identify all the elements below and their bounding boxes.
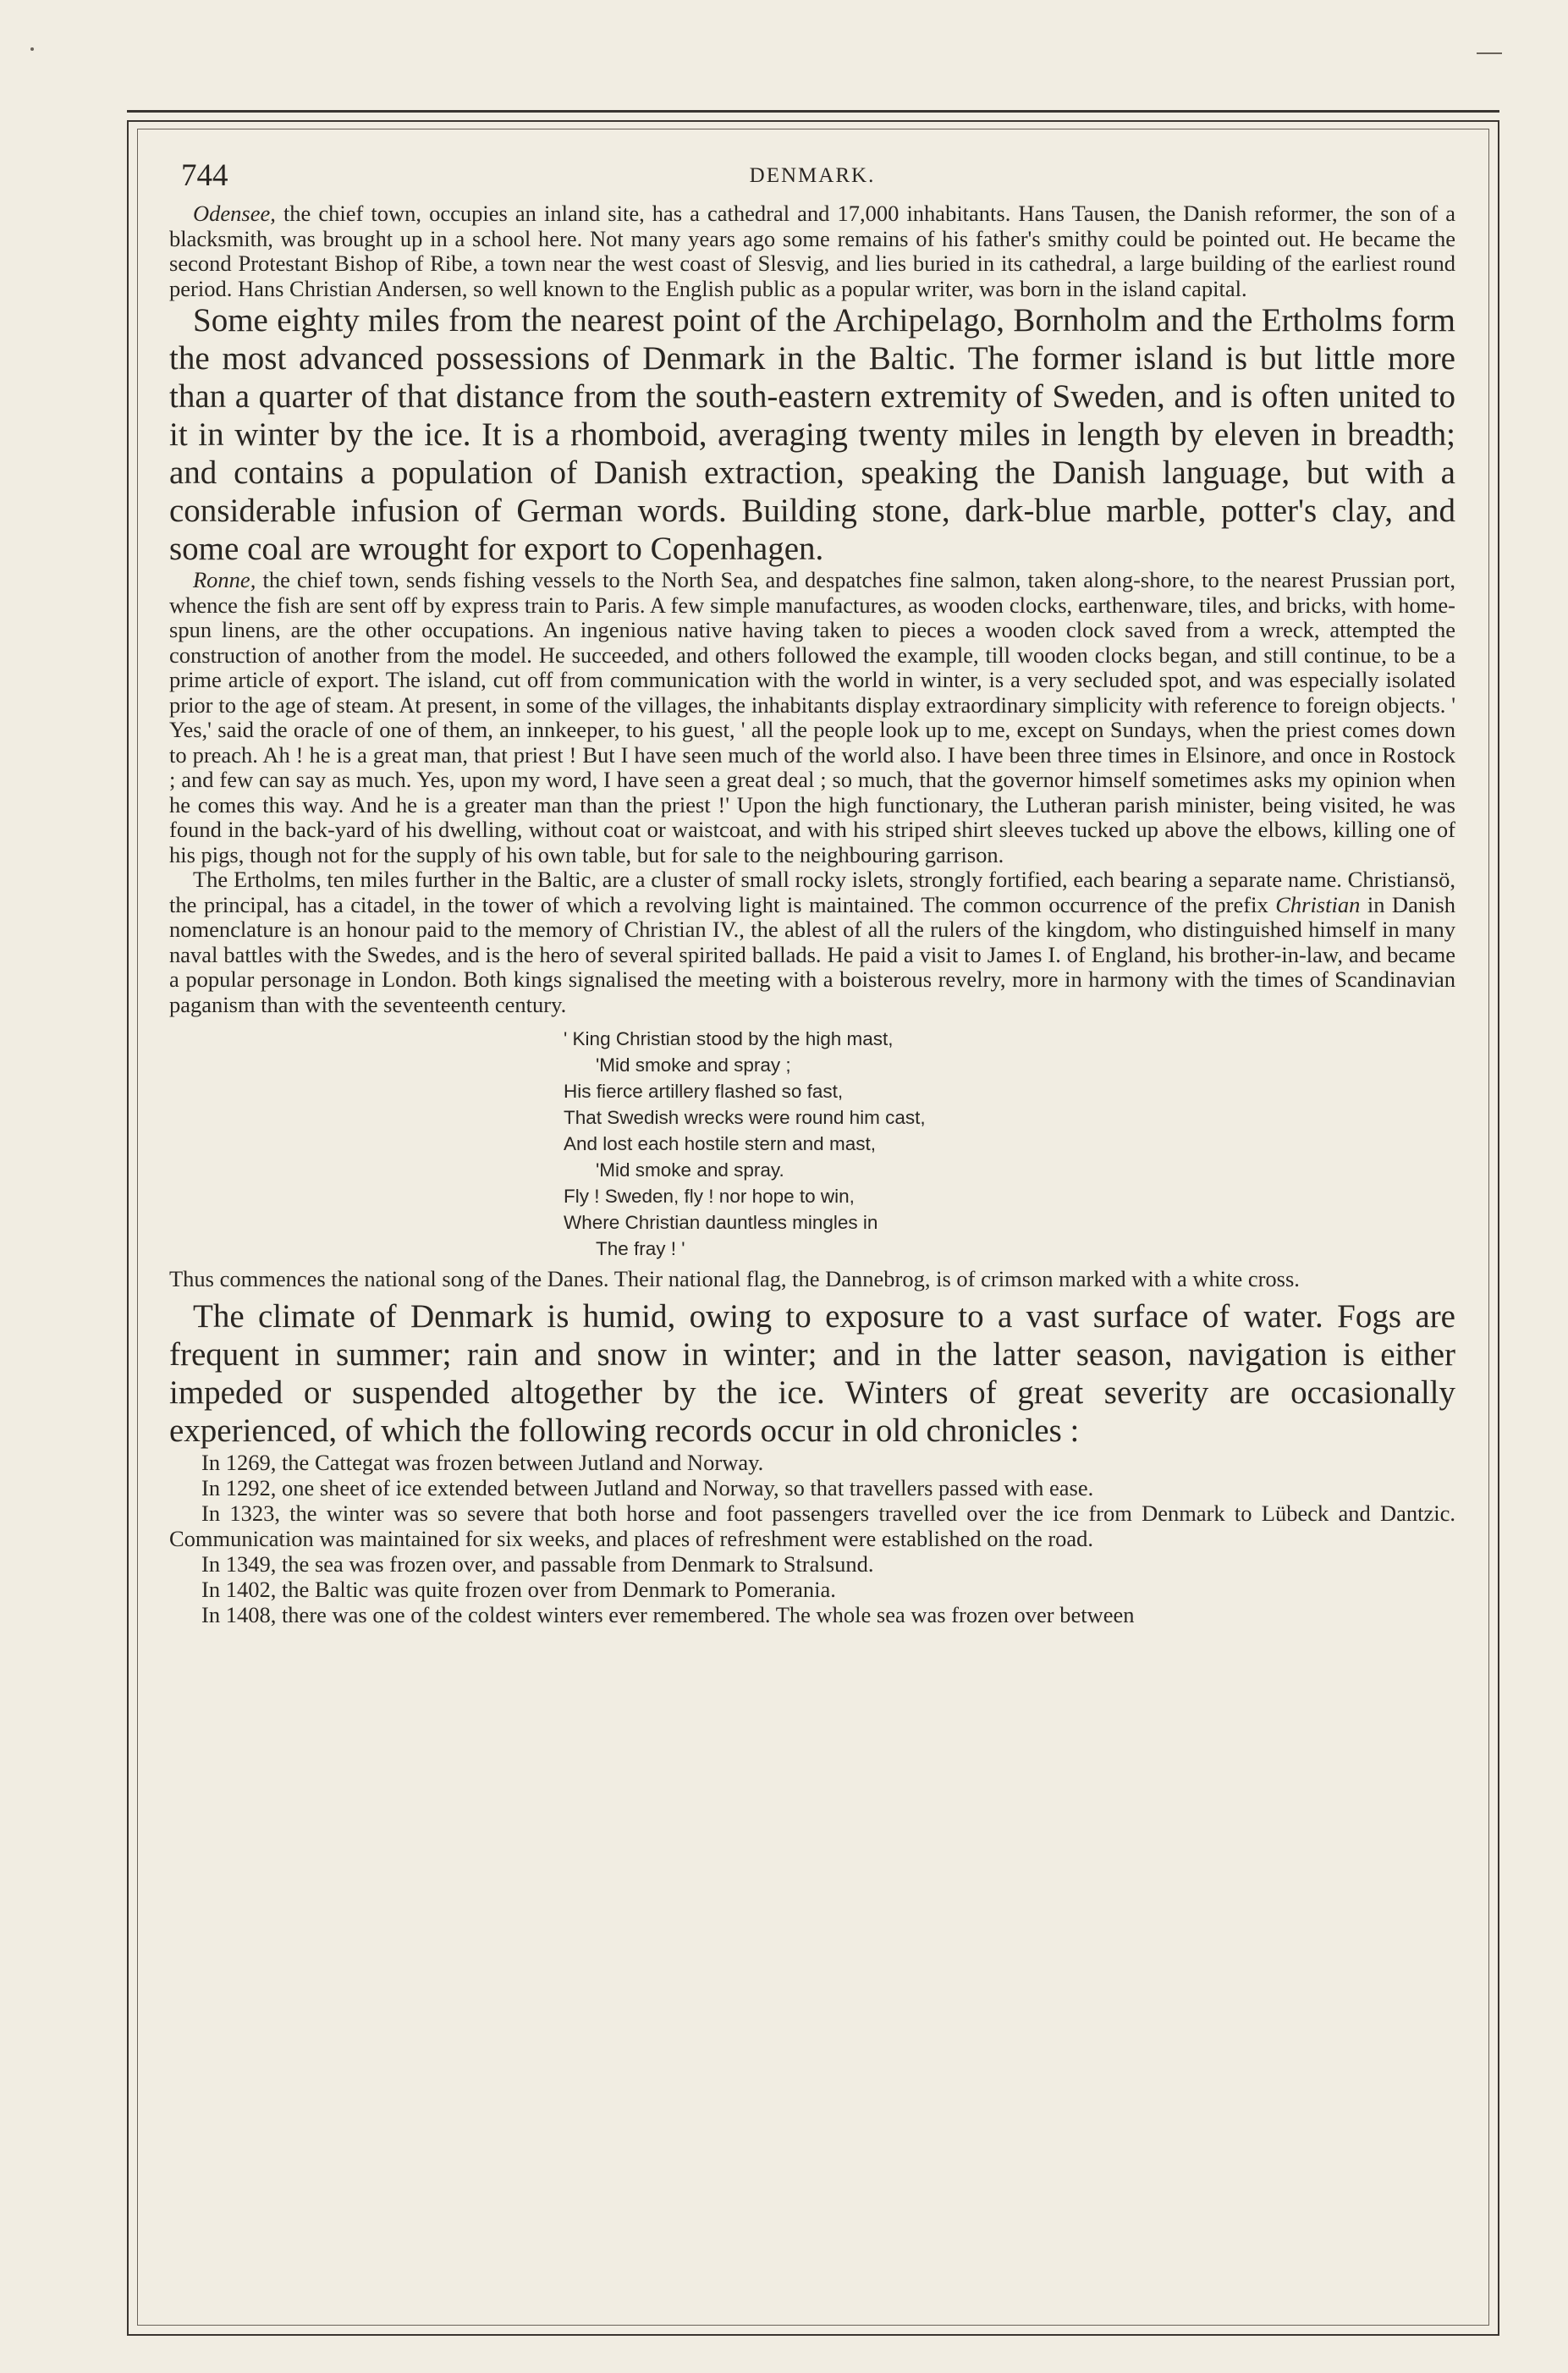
page-number: 744 <box>181 158 228 193</box>
page-content <box>169 152 1455 1627</box>
place-name-odensee: Odensee, <box>193 201 276 226</box>
record-1292: In 1292, one sheet of ice extended between Jutland and Norway, so that travellers passed with ease. <box>201 1474 1094 1500</box>
prefix-christian: Christian <box>1275 891 1361 917</box>
paragraph-bornholm: Some eighty miles from the nearest point of the Archipelago, Bornholm and the Ertholms form the most advanced possessions of Denmark in the Baltic. The former island is but little more than a quarter of that distance from the south-eastern extremity of Sweden, and is often united to it in winter by the ice. It is a rhomboid, averaging twenty miles in length by eleven in breadth; and contains a population of Danish extraction, speaking the Danish language, but with a considerable infusion of German words. Building stone, dark-blue marble, potter's clay, and some coal are wrought for export to Copenhagen. <box>169 302 1455 567</box>
poem-line: That Swedish wrecks were round him cast, <box>564 1107 926 1128</box>
paragraph-ronne-text: the chief town, sends fishing vessels to the North Sea, and despatches fine salmon, taken along-shore, to the nearest Prussian port, whence the fish are sent off by express train to Paris. A few simple manufactures, as wooden clocks, earthenware, tiles, and bricks, with home-spun linens, are the other occupations. An ingenious native having taken to pieces a wooden clock saved from a wreck, attempted the construction of another from the model. He succeeded, and others followed the example, till wooden clocks began, and still continue, to be a prime article of export. The island, cut off from communication with the world in winter, is a very secluded spot, and was especially isolated prior to the age of steam. At present, in some of the villages, the inhabitants display extraordinary simplicity with reference to foreign objects. ' Yes,' said the oracle of one of them, an innkeeper, to his guest, ' all the people look up to me, except on Sundays, when the priest comes down to preach. Ah ! he is a great man, that priest ! But I have seen much of the world also. I have been three times in Elsinore, and once in Rostock ; and few can say as much. Yes, upon my word, I have seen a great deal ; so much, that the governor himself sometimes asks my opinion when he comes this way. And he is a greater man than the priest !' Upon the high functionary, the Lutheran parish minister, being visited, he was found in the back-yard of his dwelling, without coat or waistcoat, and with his striped shirt sleeves tucked up above the elbows, killing one of his pigs, though not for the supply of his own table, but for sale to the neighbouring garrison. <box>169 567 1455 867</box>
place-name-ronne: Ronne, <box>193 567 256 592</box>
running-head: DENMARK. <box>749 164 876 187</box>
paragraph-ertholms-text-a: The Ertholms, ten miles further in the Baltic, are a cluster of small rocky islets, strongly fortified, each bearing a separate name. Christiansö, the principal, has a citadel, in the tower of which a revolving light is maintained. The common occurrence of the prefix <box>169 867 1455 917</box>
poem-king-christian <box>564 1026 1455 1262</box>
top-rule <box>127 110 1499 113</box>
poem-line: His fierce artillery flashed so fast, <box>564 1081 844 1102</box>
record-1408: In 1408, there was one of the coldest winters ever remembered. The whole sea was frozen over between <box>201 1601 1135 1627</box>
paragraph-ronne <box>169 568 1455 867</box>
paragraph-odensee-text: the chief town, occupies an inland site, has a cathedral and 17,000 inhabitants. Hans Tausen, the Danish reformer, the son of a blacksmith, was brought up in a school here. Not many years ago some remains of his father's smithy could be pointed out. He became the second Protestant Bishop of Ribe, a town near the west coast of Slesvig, and lies buried in its cathedral, a large building of the earliest round period. Hans Christian Andersen, so well known to the English public as a popular writer, was born in the island capital. <box>169 201 1455 301</box>
record-1349: In 1349, the sea was frozen over, and passable from Denmark to Stralsund. <box>201 1550 874 1577</box>
poem-line: And lost each hostile stern and mast, <box>564 1133 876 1154</box>
paragraph-odensee <box>169 201 1455 301</box>
poem-line: Where Christian dauntless mingles in <box>564 1212 878 1233</box>
poem-line: 'Mid smoke and spray ; <box>596 1054 791 1076</box>
paragraph-national-song: Thus commences the national song of the Danes. Their national flag, the Dannebrog, is of crimson marked with a white cross. <box>169 1266 1300 1291</box>
record-1402: In 1402, the Baltic was quite frozen over from Denmark to Pomerania. <box>201 1576 836 1602</box>
corner-rule <box>1477 52 1502 54</box>
record-1323: In 1323, the winter was so severe that both horse and foot passengers travelled over the ice from Denmark to Lübeck and Dantzic. Communication was maintained for six weeks, and places of refreshment were established on the road. <box>169 1500 1455 1551</box>
poem-line: 'Mid smoke and spray. <box>596 1159 784 1181</box>
poem-line: Fly ! Sweden, fly ! nor hope to win, <box>564 1186 855 1207</box>
paragraph-ertholms <box>169 867 1455 1017</box>
poem-line: The fray ! ' <box>596 1238 685 1259</box>
poem-line: ' King Christian stood by the high mast, <box>564 1028 894 1049</box>
record-1269: In 1269, the Cattegat was frozen between Jutland and Norway. <box>201 1449 764 1475</box>
paragraph-climate: The climate of Denmark is humid, owing to exposure to a vast surface of water. Fogs are frequent in summer; rain and snow in winter; and in the latter season, navigation is either impeded or suspended altogether by the ice. Winters of great severity are occasionally experienced, of which the following records occur in old chronicles : <box>169 1297 1455 1449</box>
paragraph-ertholms-text-b: in Danish nomenclature is an honour paid to the memory of Christian IV., the ablest of all the rulers of the kingdom, who distinguished himself in many naval battles with the Swedes, and is the hero of several spirited ballads. He paid a visit to James I. of England, his brother-in-law, and became a popular personage in London. Both kings signalised the meeting with a boisterous revelry, more in harmony with the times of Scandinavian paganism than with the seventeenth century. <box>169 891 1455 1017</box>
page-header <box>169 152 1455 201</box>
scan-speck <box>30 47 34 51</box>
